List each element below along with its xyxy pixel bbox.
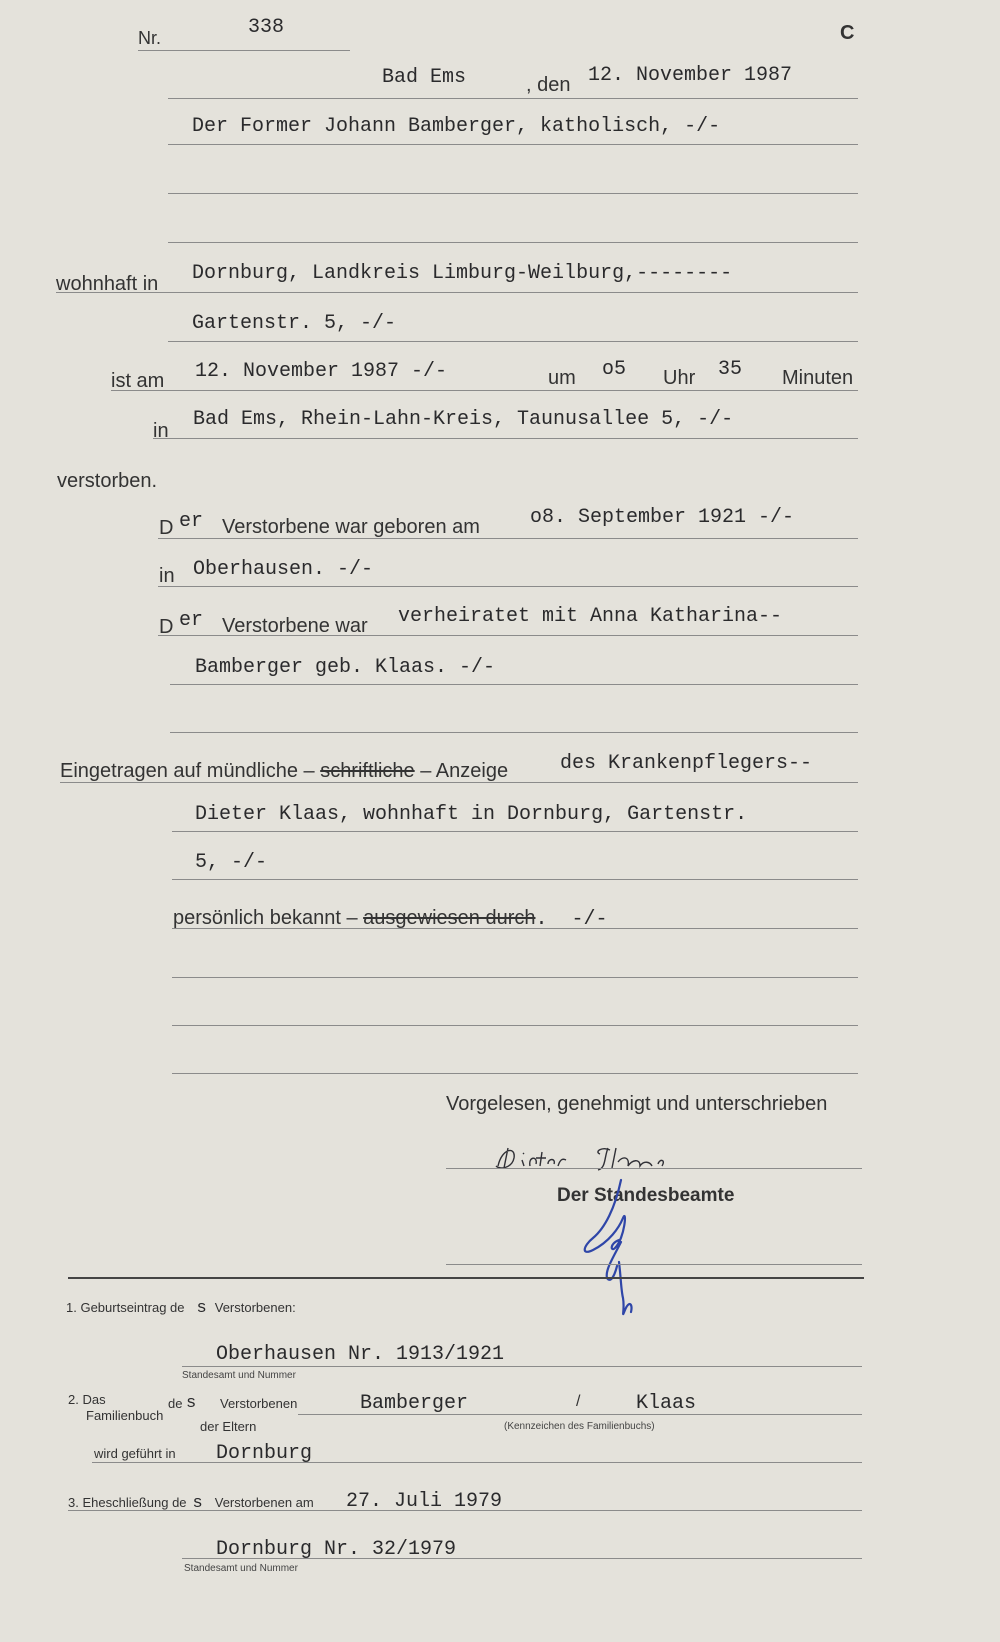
report-line-2: Dieter Klaas, wohnhaft in Dornburg, Gartenstr. [195,803,748,826]
um-label: um [548,367,576,389]
birth-entry-value: Oberhausen Nr. 1913/1921 [216,1343,505,1366]
rule-line [170,732,858,733]
identity-label-struck: ausgewiesen durch [363,907,536,929]
rule-line [111,390,858,391]
marriage-entry-date: 27. Juli 1979 [346,1490,503,1513]
residence-line-1: Dornburg, Landkreis Limburg-Weilburg,-------- [192,262,733,285]
rule-line [168,193,858,194]
den-label: , den [526,74,571,96]
registrar-label: Der Standesbeamte [557,1185,735,1206]
footer-item1-label-pre: 1. Geburtseintrag de [66,1300,185,1315]
footer-item2-de-label: de [168,1396,183,1411]
uhr-label: Uhr [663,367,696,389]
birth-in-label: in [159,565,175,587]
footer-item3-s: s [192,1494,203,1513]
footer-item2-eltern-label: der Eltern [200,1419,257,1434]
wohnhaft-label: wohnhaft in [56,273,159,295]
rule-line [446,1168,862,1169]
footer-item3-label-post: Verstorbenen am [214,1495,314,1510]
report-line-1: des Krankenpflegers-- [560,752,813,775]
report-label-post: – Anzeige [414,760,509,782]
footer-item1-label-post: Verstorbenen: [214,1300,296,1315]
family-book-name-2: Klaas [636,1392,697,1415]
death-hour: o5 [602,358,627,381]
death-place: Bad Ems, Rhein-Lahn-Kreis, Taunusallee 5, -/- [193,408,734,431]
residence-line-2: Gartenstr. 5, -/- [192,312,397,335]
footer-divider [68,1277,864,1279]
family-book-caption: (Kennzeichen des Familienbuchs) [504,1421,655,1432]
read-approved-label: Vorgelesen, genehmigt und unterschrieben [446,1093,828,1115]
report-line-3: 5, -/- [195,851,268,874]
rule-line [92,1462,862,1463]
footer-item2-fam-label: Familienbuch [86,1408,164,1423]
register-number: 338 [248,16,285,39]
rule-line [168,98,858,99]
registration-date: 12. November 1987 [588,64,793,87]
rule-line [172,1025,858,1026]
footer-item2-verst-label: Verstorbenen [220,1396,298,1411]
minuten-label: Minuten [782,367,854,389]
marriage-line-2: Bamberger geb. Klaas. -/- [195,656,496,679]
footer-item2-s: s [186,1394,197,1413]
rule-line [158,586,858,587]
rule-line [182,1366,862,1367]
rule-line [168,341,858,342]
marriage-d-label: D [159,616,174,638]
marriage-er-typed: er [179,609,204,632]
rule-line [172,928,858,929]
nr-rule [138,50,350,51]
rule-line [56,292,858,293]
report-label-struck: schriftliche [320,760,415,782]
rule-line [182,1558,862,1559]
footer-item1-s: s [196,1299,207,1318]
rule-line [170,684,858,685]
death-date: 12. November 1987 -/- [195,360,448,383]
rule-line [168,144,858,145]
deceased-line: Der Former Johann Bamberger, katholisch, -/- [192,115,721,138]
marriage-line-1: verheiratet mit Anna Katharina-- [398,605,783,628]
birth-entry-caption: Standesamt und Nummer [182,1370,296,1381]
birth-d-label: D [159,517,174,539]
registrar-signature [575,1178,665,1320]
rule-line [153,438,858,439]
death-in-label: in [153,420,169,442]
nr-label: Nr. [138,28,162,48]
report-label [60,760,508,783]
birth-label: Verstorbene war geboren am [222,516,480,538]
marriage-entry-caption: Standesamt und Nummer [184,1563,298,1574]
ist-am-label: ist am [111,370,165,392]
form-letter: C [840,22,855,44]
rule-line [158,635,858,636]
rule-line [68,1510,862,1511]
birth-place: Oberhausen. -/- [193,558,374,581]
family-book-slash: / [576,1393,581,1410]
footer-item1-label [66,1299,296,1318]
rule-line [168,242,858,243]
rule-line [172,1073,858,1074]
family-book-place: Dornburg [216,1442,313,1465]
report-label-pre: Eingetragen auf mündliche – [60,760,321,782]
death-minutes: 35 [718,358,743,381]
marriage-entry-value: Dornburg Nr. 32/1979 [216,1538,457,1561]
identity-typed: . -/- [535,908,608,931]
identity-label-pre: persönlich bekannt – [173,907,364,929]
marriage-label: Verstorbene war [222,615,368,637]
birth-date: o8. September 1921 -/- [530,506,795,529]
rule-line [298,1414,862,1415]
rule-line [172,831,858,832]
footer-item2-num-label: 2. Das [68,1392,106,1407]
footer-item2-gefuehrt-label: wird geführt in [94,1446,176,1461]
footer-item3-label-pre: 3. Eheschließung de [68,1495,187,1510]
registration-place: Bad Ems [382,66,467,89]
rule-line [172,879,858,880]
rule-line [172,977,858,978]
rule-line [446,1264,862,1265]
rule-line [158,538,858,539]
birth-er-typed: er [179,510,204,533]
family-book-name-1: Bamberger [360,1392,469,1415]
rule-line [60,782,858,783]
verstorben-label: verstorben. [57,470,158,492]
